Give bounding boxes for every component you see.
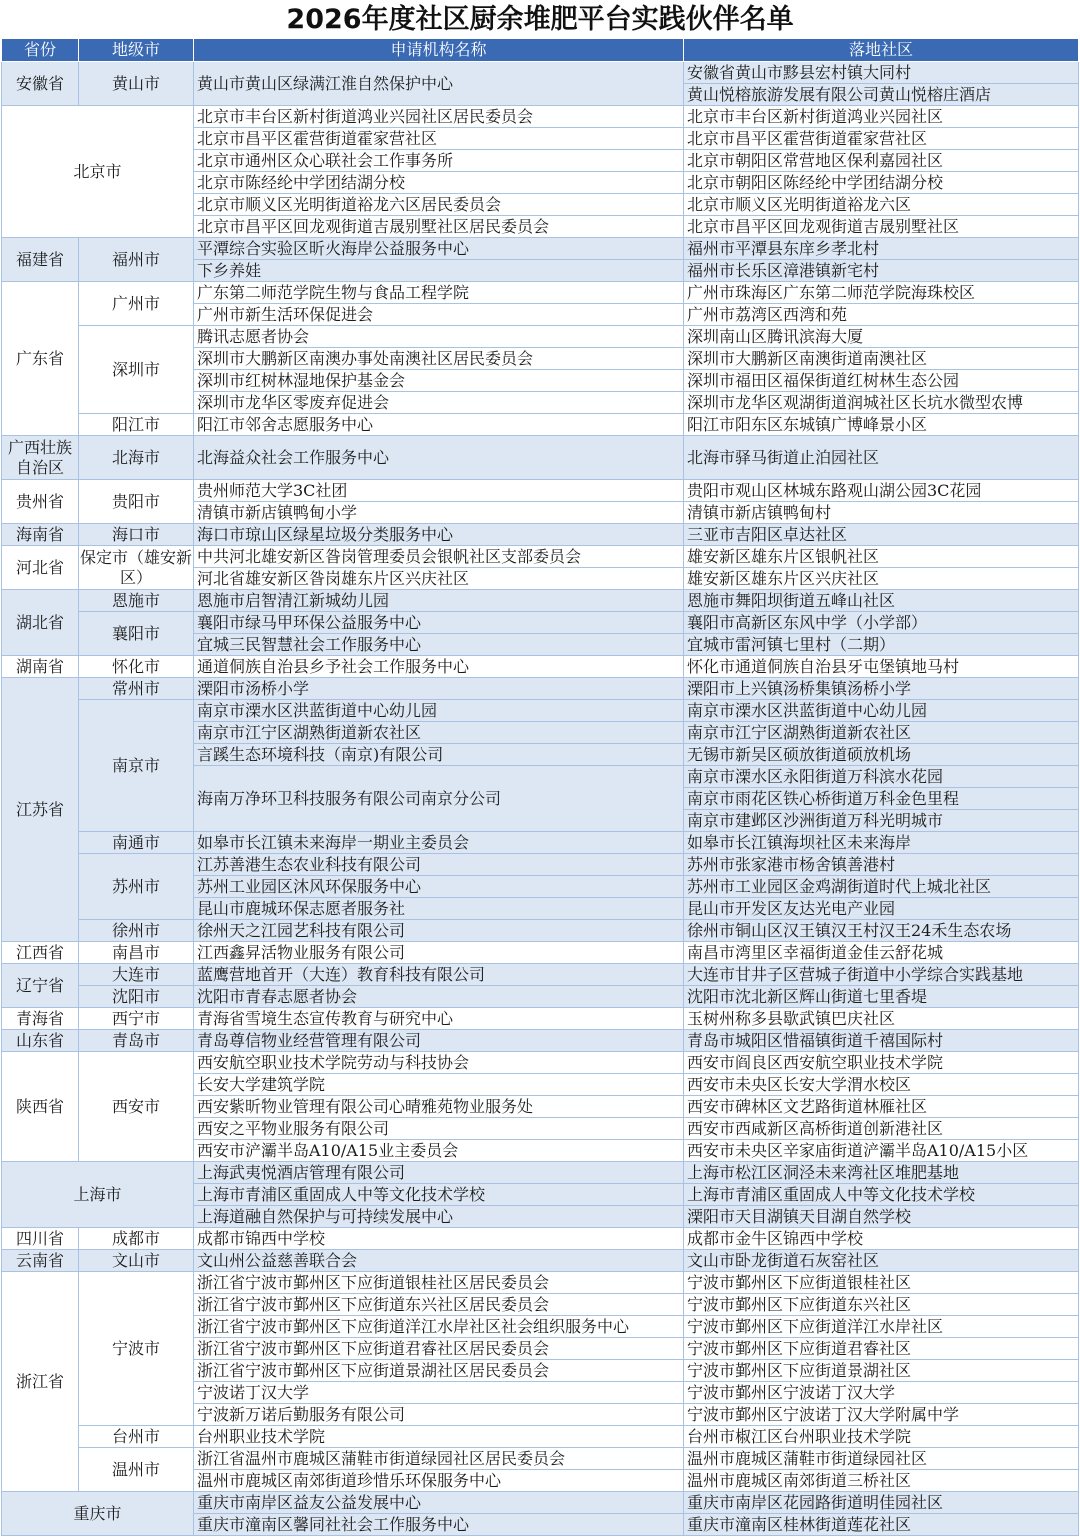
site-cell: 西安市未央区长安大学渭水校区 xyxy=(684,1074,1079,1096)
table-row xyxy=(2,1030,1079,1052)
org-cell: 西安之平物业服务有限公司 xyxy=(194,1118,684,1140)
site-cell: 北京市丰台区新村街道鸿业兴园社区 xyxy=(684,106,1079,128)
site-cell: 成都市金牛区锦西中学校 xyxy=(684,1228,1079,1250)
city-cell: 南昌市 xyxy=(79,942,194,964)
table-row xyxy=(2,854,1079,876)
site-cell: 西安市阎良区西安航空职业技术学院 xyxy=(684,1052,1079,1074)
org-cell: 深圳市红树林湿地保护基金会 xyxy=(194,370,684,392)
table-row xyxy=(2,920,1079,942)
site-cell: 北海市驿马街道止泊园社区 xyxy=(684,436,1079,480)
org-cell: 北京市顺义区光明街道裕龙六区居民委员会 xyxy=(194,194,684,216)
org-cell: 恩施市启智清江新城幼儿园 xyxy=(194,590,684,612)
site-cell: 大连市甘井子区营城子街道中小学综合实践基地 xyxy=(684,964,1079,986)
org-cell: 文山州公益慈善联合会 xyxy=(194,1250,684,1272)
org-cell: 南京市江宁区湖熟街道新农社区 xyxy=(194,722,684,744)
site-cell: 南昌市湾里区幸福街道金佳云舒花城 xyxy=(684,942,1079,964)
org-cell: 青岛尊信物业经营管理有限公司 xyxy=(194,1030,684,1052)
province-cell: 广西壮族自治区 xyxy=(2,436,79,480)
org-cell: 南京市溧水区洪蓝街道中心幼儿园 xyxy=(194,700,684,722)
org-cell: 江苏善港生态农业科技有限公司 xyxy=(194,854,684,876)
header-city: 地级市 xyxy=(79,39,194,62)
city-cell: 温州市 xyxy=(79,1448,194,1492)
city-cell: 宁波市 xyxy=(79,1272,194,1426)
org-cell: 苏州工业园区沐风环保服务中心 xyxy=(194,876,684,898)
table-row xyxy=(2,1272,1079,1294)
site-cell: 宁波市鄞州区下应街道君睿社区 xyxy=(684,1338,1079,1360)
site-cell: 南京市溧水区洪蓝街道中心幼儿园 xyxy=(684,700,1079,722)
city-cell: 贵阳市 xyxy=(79,480,194,524)
site-cell: 怀化市通道侗族自治县牙屯堡镇地马村 xyxy=(684,656,1079,678)
city-cell: 苏州市 xyxy=(79,854,194,920)
org-cell: 浙江省宁波市鄞州区下应街道君睿社区居民委员会 xyxy=(194,1338,684,1360)
site-cell: 安徽省黄山市黟县宏村镇大同村 xyxy=(684,62,1079,84)
site-cell: 溧阳市天目湖镇天目湖自然学校 xyxy=(684,1206,1079,1228)
city-cell: 襄阳市 xyxy=(79,612,194,656)
site-cell: 宜城市雷河镇七里村（二期） xyxy=(684,634,1079,656)
province-cell: 浙江省 xyxy=(2,1272,79,1492)
org-cell: 北京市陈经纶中学团结湖分校 xyxy=(194,172,684,194)
table-row xyxy=(2,656,1079,678)
city-cell: 徐州市 xyxy=(79,920,194,942)
org-cell: 黄山市黄山区绿满江淮自然保护中心 xyxy=(194,62,684,106)
org-cell: 台州职业技术学院 xyxy=(194,1426,684,1448)
site-cell: 宁波市鄞州区下应街道东兴社区 xyxy=(684,1294,1079,1316)
org-cell: 平潭综合实验区昕火海岸公益服务中心 xyxy=(194,238,684,260)
province-cell: 北京市 xyxy=(2,106,194,238)
province-cell: 贵州省 xyxy=(2,480,79,524)
site-cell: 温州市鹿城区蒲鞋市街道绿园社区 xyxy=(684,1448,1079,1470)
org-cell: 江西鑫昇活物业服务有限公司 xyxy=(194,942,684,964)
org-cell: 广东第二师范学院生物与食品工程学院 xyxy=(194,282,684,304)
province-cell: 重庆市 xyxy=(2,1492,194,1536)
province-cell: 安徽省 xyxy=(2,62,79,106)
province-cell: 广东省 xyxy=(2,282,79,436)
site-cell: 昆山市开发区友达光电产业园 xyxy=(684,898,1079,920)
org-cell: 襄阳市绿马甲环保公益服务中心 xyxy=(194,612,684,634)
city-cell: 阳江市 xyxy=(79,414,194,436)
site-cell: 北京市朝阳区陈经纶中学团结湖分校 xyxy=(684,172,1079,194)
table-row xyxy=(2,414,1079,436)
org-cell: 成都市锦西中学校 xyxy=(194,1228,684,1250)
org-cell: 蓝鹰营地首开（大连）教育科技有限公司 xyxy=(194,964,684,986)
site-cell: 福州市长乐区漳港镇新宅村 xyxy=(684,260,1079,282)
org-cell: 如皋市长江镇未来海岸一期业主委员会 xyxy=(194,832,684,854)
city-cell: 沈阳市 xyxy=(79,986,194,1008)
site-cell: 无锡市新吴区硕放街道硕放机场 xyxy=(684,744,1079,766)
org-cell: 北京市通州区众心联社会工作事务所 xyxy=(194,150,684,172)
org-cell: 海南万净环卫科技服务有限公司南京分公司 xyxy=(194,766,684,832)
site-cell: 重庆市潼南区桂林街道莲花社区 xyxy=(684,1514,1079,1536)
org-cell: 重庆市潼南区馨同社社会工作服务中心 xyxy=(194,1514,684,1536)
table-row xyxy=(2,832,1079,854)
site-cell: 沈阳市沈北新区辉山街道七里香堤 xyxy=(684,986,1079,1008)
site-cell: 苏州市张家港市杨舍镇善港村 xyxy=(684,854,1079,876)
header-province: 省份 xyxy=(2,39,79,62)
org-cell: 西安市浐灞半岛A10/A15业主委员会 xyxy=(194,1140,684,1162)
city-cell: 深圳市 xyxy=(79,326,194,414)
city-cell: 北海市 xyxy=(79,436,194,480)
site-cell: 文山市卧龙街道石灰窑社区 xyxy=(684,1250,1079,1272)
city-cell: 南通市 xyxy=(79,832,194,854)
site-cell: 北京市昌平区霍营街道霍家营社区 xyxy=(684,128,1079,150)
table-row xyxy=(2,1162,1079,1184)
table-row xyxy=(2,524,1079,546)
table-row xyxy=(2,1448,1079,1470)
org-cell: 河北省雄安新区昝岗雄东片区兴庆社区 xyxy=(194,568,684,590)
org-cell: 海口市琼山区绿星垃圾分类服务中心 xyxy=(194,524,684,546)
org-cell: 宁波新万诺后勤服务有限公司 xyxy=(194,1404,684,1426)
table-row xyxy=(2,326,1079,348)
table-row xyxy=(2,1426,1079,1448)
province-cell: 湖南省 xyxy=(2,656,79,678)
province-cell: 海南省 xyxy=(2,524,79,546)
site-cell: 深圳市龙华区观湖街道润城社区长坑水微型农博 xyxy=(684,392,1079,414)
site-cell: 雄安新区雄东片区兴庆社区 xyxy=(684,568,1079,590)
header-site: 落地社区 xyxy=(684,39,1079,62)
site-cell: 溧阳市上兴镇汤桥集镇汤桥小学 xyxy=(684,678,1079,700)
city-cell: 台州市 xyxy=(79,1426,194,1448)
site-cell: 温州市鹿城区南郊街道三桥社区 xyxy=(684,1470,1079,1492)
header-org: 申请机构名称 xyxy=(194,39,684,62)
partner-table xyxy=(1,38,1079,1536)
city-cell: 广州市 xyxy=(79,282,194,326)
site-cell: 北京市昌平区回龙观街道吉晟别墅社区 xyxy=(684,216,1079,238)
org-cell: 宁波诺丁汉大学 xyxy=(194,1382,684,1404)
site-cell: 西安市碑林区文艺路街道林雁社区 xyxy=(684,1096,1079,1118)
org-cell: 长安大学建筑学院 xyxy=(194,1074,684,1096)
page-title: 2026年度社区厨余堆肥平台实践伙伴名单 xyxy=(286,4,794,35)
table-row xyxy=(2,1250,1079,1272)
province-cell: 陕西省 xyxy=(2,1052,79,1162)
province-cell: 湖北省 xyxy=(2,590,79,656)
site-cell: 襄阳市高新区东风中学（小学部） xyxy=(684,612,1079,634)
site-cell: 福州市平潭县东庠乡孝北村 xyxy=(684,238,1079,260)
site-cell: 西安市西咸新区高桥街道创新港社区 xyxy=(684,1118,1079,1140)
org-cell: 西安紫昕物业管理有限公司心晴雅苑物业服务处 xyxy=(194,1096,684,1118)
site-cell: 宁波市鄞州区下应街道洋江水岸社区 xyxy=(684,1316,1079,1338)
city-cell: 西宁市 xyxy=(79,1008,194,1030)
site-cell: 上海市松江区洞泾未来湾社区堆肥基地 xyxy=(684,1162,1079,1184)
org-cell: 上海武夷悦酒店管理有限公司 xyxy=(194,1162,684,1184)
city-cell: 黄山市 xyxy=(79,62,194,106)
site-cell: 清镇市新店镇鸭甸村 xyxy=(684,502,1079,524)
site-cell: 台州市椒江区台州职业技术学院 xyxy=(684,1426,1079,1448)
org-cell: 浙江省宁波市鄞州区下应街道东兴社区居民委员会 xyxy=(194,1294,684,1316)
city-cell: 青岛市 xyxy=(79,1030,194,1052)
province-cell: 辽宁省 xyxy=(2,964,79,1008)
city-cell: 怀化市 xyxy=(79,656,194,678)
org-cell: 通道侗族自治县乡予社会工作服务中心 xyxy=(194,656,684,678)
site-cell: 南京市建邺区沙洲街道万科光明城市 xyxy=(684,810,1079,832)
site-cell: 广州市荔湾区西湾和苑 xyxy=(684,304,1079,326)
table-row xyxy=(2,480,1079,502)
province-cell: 云南省 xyxy=(2,1250,79,1272)
site-cell: 南京市雨花区铁心桥街道万科金色里程 xyxy=(684,788,1079,810)
table-row xyxy=(2,964,1079,986)
org-cell: 浙江省温州市鹿城区蒲鞋市街道绿园社区居民委员会 xyxy=(194,1448,684,1470)
org-cell: 浙江省宁波市鄞州区下应街道洋江水岸社区社会组织服务中心 xyxy=(194,1316,684,1338)
site-cell: 西安市未央区辛家庙街道浐灞半岛A10/A15小区 xyxy=(684,1140,1079,1162)
site-cell: 宁波市鄞州区宁波诺丁汉大学 xyxy=(684,1382,1079,1404)
org-cell: 阳江市邻舍志愿服务中心 xyxy=(194,414,684,436)
table-row xyxy=(2,700,1079,722)
city-cell: 恩施市 xyxy=(79,590,194,612)
province-cell: 上海市 xyxy=(2,1162,194,1228)
org-cell: 北京市昌平区回龙观街道吉晟别墅社区居民委员会 xyxy=(194,216,684,238)
city-cell: 常州市 xyxy=(79,678,194,700)
site-cell: 南京市溧水区永阳街道万科滨水花园 xyxy=(684,766,1079,788)
table-row xyxy=(2,1052,1079,1074)
org-cell: 中共河北雄安新区昝岗管理委员会银帆社区支部委员会 xyxy=(194,546,684,568)
table-row xyxy=(2,62,1079,84)
table-row xyxy=(2,546,1079,568)
org-cell: 言蹊生态环境科技（南京)有限公司 xyxy=(194,744,684,766)
table-row xyxy=(2,942,1079,964)
site-cell: 上海市青浦区重固成人中等文化技术学校 xyxy=(684,1184,1079,1206)
site-cell: 如皋市长江镇海坝社区未来海岸 xyxy=(684,832,1079,854)
province-cell: 青海省 xyxy=(2,1008,79,1030)
site-cell: 玉树州称多县歇武镇巴庆社区 xyxy=(684,1008,1079,1030)
site-cell: 北京市朝阳区常营地区保利嘉园社区 xyxy=(684,150,1079,172)
org-cell: 重庆市南岸区益友公益发展中心 xyxy=(194,1492,684,1514)
org-cell: 北海益众社会工作服务中心 xyxy=(194,436,684,480)
org-cell: 下乡养娃 xyxy=(194,260,684,282)
org-cell: 青海省雪境生态宣传教育与研究中心 xyxy=(194,1008,684,1030)
table-row xyxy=(2,436,1079,480)
site-cell: 黄山悦榕旅游发展有限公司黄山悦榕庄酒店 xyxy=(684,84,1079,106)
org-cell: 清镇市新店镇鸭甸小学 xyxy=(194,502,684,524)
city-cell: 保定市（雄安新区） xyxy=(79,546,194,590)
site-cell: 雄安新区雄东片区银帆社区 xyxy=(684,546,1079,568)
table-row xyxy=(2,678,1079,700)
org-cell: 温州市鹿城区南郊街道珍惜乐环保服务中心 xyxy=(194,1470,684,1492)
table-row xyxy=(2,1492,1079,1514)
org-cell: 浙江省宁波市鄞州区下应街道景湖社区居民委员会 xyxy=(194,1360,684,1382)
org-cell: 徐州天之江园艺科技有限公司 xyxy=(194,920,684,942)
province-cell: 福建省 xyxy=(2,238,79,282)
site-cell: 三亚市吉阳区卓达社区 xyxy=(684,524,1079,546)
org-cell: 上海道融自然保护与可持续发展中心 xyxy=(194,1206,684,1228)
site-cell: 深圳市福田区福保街道红树林生态公园 xyxy=(684,370,1079,392)
site-cell: 贵阳市观山区林城东路观山湖公园3C花园 xyxy=(684,480,1079,502)
org-cell: 溧阳市汤桥小学 xyxy=(194,678,684,700)
table-row xyxy=(2,106,1079,128)
site-cell: 宁波市鄞州区宁波诺丁汉大学附属中学 xyxy=(684,1404,1079,1426)
province-cell: 江西省 xyxy=(2,942,79,964)
org-cell: 深圳市大鹏新区南澳办事处南澳社区居民委员会 xyxy=(194,348,684,370)
org-cell: 北京市丰台区新村街道鸿业兴园社区居民委员会 xyxy=(194,106,684,128)
org-cell: 北京市昌平区霍营街道霍家营社区 xyxy=(194,128,684,150)
table-row xyxy=(2,590,1079,612)
site-cell: 重庆市南岸区花园路街道明佳园社区 xyxy=(684,1492,1079,1514)
site-cell: 恩施市舞阳坝街道五峰山社区 xyxy=(684,590,1079,612)
header-row xyxy=(2,39,1079,62)
site-cell: 深圳市大鹏新区南澳街道南澳社区 xyxy=(684,348,1079,370)
city-cell: 福州市 xyxy=(79,238,194,282)
table-row xyxy=(2,282,1079,304)
site-cell: 北京市顺义区光明街道裕龙六区 xyxy=(684,194,1079,216)
city-cell: 南京市 xyxy=(79,700,194,832)
site-cell: 宁波市鄞州区下应街道银桂社区 xyxy=(684,1272,1079,1294)
org-cell: 贵州师范大学3C社团 xyxy=(194,480,684,502)
site-cell: 宁波市鄞州区下应街道景湖社区 xyxy=(684,1360,1079,1382)
city-cell: 文山市 xyxy=(79,1250,194,1272)
table-row xyxy=(2,238,1079,260)
province-cell: 江苏省 xyxy=(2,678,79,942)
city-cell: 大连市 xyxy=(79,964,194,986)
org-cell: 西安航空职业技术学院劳动与科技协会 xyxy=(194,1052,684,1074)
org-cell: 广州市新生活环保促进会 xyxy=(194,304,684,326)
site-cell: 青岛市城阳区惜福镇街道千禧国际村 xyxy=(684,1030,1079,1052)
org-cell: 浙江省宁波市鄞州区下应街道银桂社区居民委员会 xyxy=(194,1272,684,1294)
site-cell: 徐州市铜山区汉王镇汉王村汉王24禾生态农场 xyxy=(684,920,1079,942)
province-cell: 四川省 xyxy=(2,1228,79,1250)
org-cell: 宜城三民智慧社会工作服务中心 xyxy=(194,634,684,656)
city-cell: 西安市 xyxy=(79,1052,194,1162)
org-cell: 沈阳市青春志愿者协会 xyxy=(194,986,684,1008)
site-cell: 阳江市阳东区东城镇广博峰景小区 xyxy=(684,414,1079,436)
org-cell: 上海市青浦区重固成人中等文化技术学校 xyxy=(194,1184,684,1206)
table-row xyxy=(2,612,1079,634)
table-row xyxy=(2,1008,1079,1030)
org-cell: 昆山市鹿城环保志愿者服务社 xyxy=(194,898,684,920)
table-row xyxy=(2,1228,1079,1250)
org-cell: 腾讯志愿者协会 xyxy=(194,326,684,348)
site-cell: 深圳南山区腾讯滨海大厦 xyxy=(684,326,1079,348)
org-cell: 深圳市龙华区零废弃促进会 xyxy=(194,392,684,414)
city-cell: 成都市 xyxy=(79,1228,194,1250)
table-body xyxy=(2,62,1079,1536)
site-cell: 广州市珠海区广东第二师范学院海珠校区 xyxy=(684,282,1079,304)
site-cell: 南京市江宁区湖熟街道新农社区 xyxy=(684,722,1079,744)
city-cell: 海口市 xyxy=(79,524,194,546)
table-row xyxy=(2,986,1079,1008)
province-cell: 山东省 xyxy=(2,1030,79,1052)
province-cell: 河北省 xyxy=(2,546,79,590)
site-cell: 苏州市工业园区金鸡湖街道时代上城北社区 xyxy=(684,876,1079,898)
